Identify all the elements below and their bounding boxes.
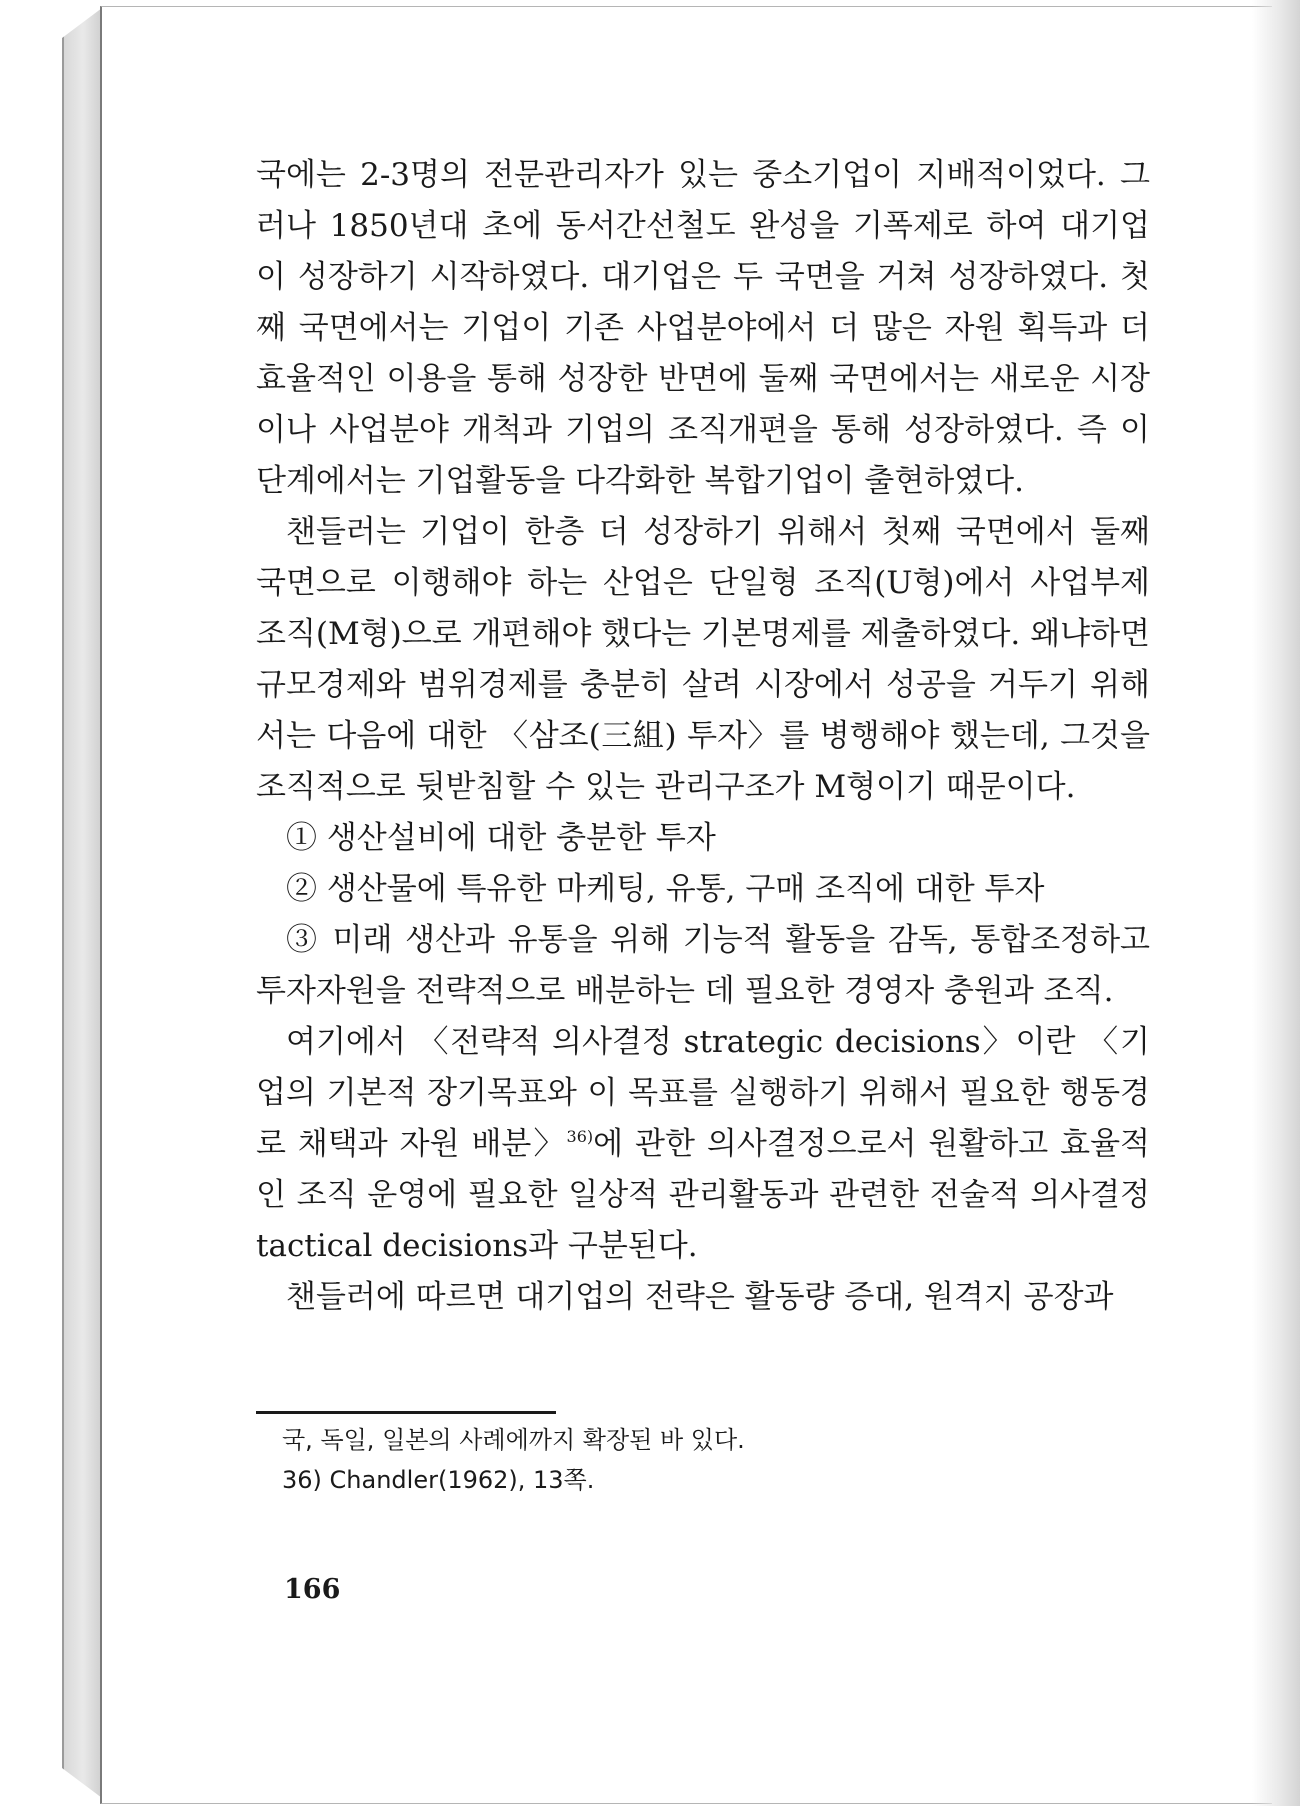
footnote-36: 36) Chandler(1962), 13쪽. [282, 1466, 595, 1494]
paragraph-4: 챈들러에 따르면 대기업의 전략은 활동량 증대, 원격지 공장과 [286, 1279, 1114, 1315]
paragraph-3 [256, 1017, 1150, 1272]
paragraph-3-text-a: 여기에서 〈전략적 의사결정 strategic decisions〉이란 〈기업의 기본적 장기목표와 이 목표를 실행하기 위해서 필요한 행동경로 채택과 자원 배분〉 [256, 1024, 1150, 1162]
page-shadow [1252, 0, 1300, 1806]
paragraph-3-text-b: 에 관한 의사결정으로서 원활하고 효율적인 조직 운영에 필요한 일상적 관리활동과 관련한 전술적 의사결정 tactical decisions과 구분된다. [256, 1126, 1150, 1264]
page-body [256, 150, 1150, 1323]
list-item-2: ② 생산물에 특유한 마케팅, 유통, 구매 조직에 대한 투자 [286, 871, 1045, 907]
footnote-continued: 국, 독일, 일본의 사례에까지 확장된 바 있다. [282, 1426, 745, 1454]
footnote-ref-36: 36) [566, 1127, 594, 1146]
paragraph-2: 챈들러는 기업이 한층 더 성장하기 위해서 첫째 국면에서 둘째 국면으로 이행해야 하는 산업은 단일형 조직(U형)에서 사업부제 조직(M형)으로 개편해야 했다는 기본명제를 제출하였다. 왜냐하면 규모경제와 범위경제를 충분히 살려 시장에서 성공을 거두기 위해서는 다음에 대한 〈삼조(三組) 투자〉를 병행해야 했는데, 그것을 조직적으로 뒷받침할 수 있는 관리구조가 M형이기 때문이다. [256, 514, 1150, 805]
list-item-3: ③ 미래 생산과 유통을 위해 기능적 활동을 감독, 통합조정하고 투자자원을 전략적으로 배분하는 데 필요한 경영자 충원과 조직. [256, 922, 1150, 1009]
list-item-1: ① 생산설비에 대한 충분한 투자 [286, 820, 716, 856]
page-number: 166 [284, 1574, 341, 1605]
book-edge [62, 8, 102, 1798]
footnotes [282, 1420, 1142, 1500]
paragraph-1: 국에는 2-3명의 전문관리자가 있는 중소기업이 지배적이었다. 그러나 1850년대 초에 동서간선철도 완성을 기폭제로 하여 대기업이 성장하기 시작하였다. 대기업은 두 국면을 거쳐 성장하였다. 첫째 국면에서는 기업이 기존 사업분야에서 더 많은 자원 획득과 더 효율적인 이용을 통해 성장한 반면에 둘째 국면에서는 새로운 시장이나 사업분야 개척과 기업의 조직개편을 통해 성장하였다. 즉 이 단계에서는 기업활동을 다각화한 복합기업이 출현하였다. [256, 157, 1150, 499]
footnote-divider [256, 1411, 556, 1414]
